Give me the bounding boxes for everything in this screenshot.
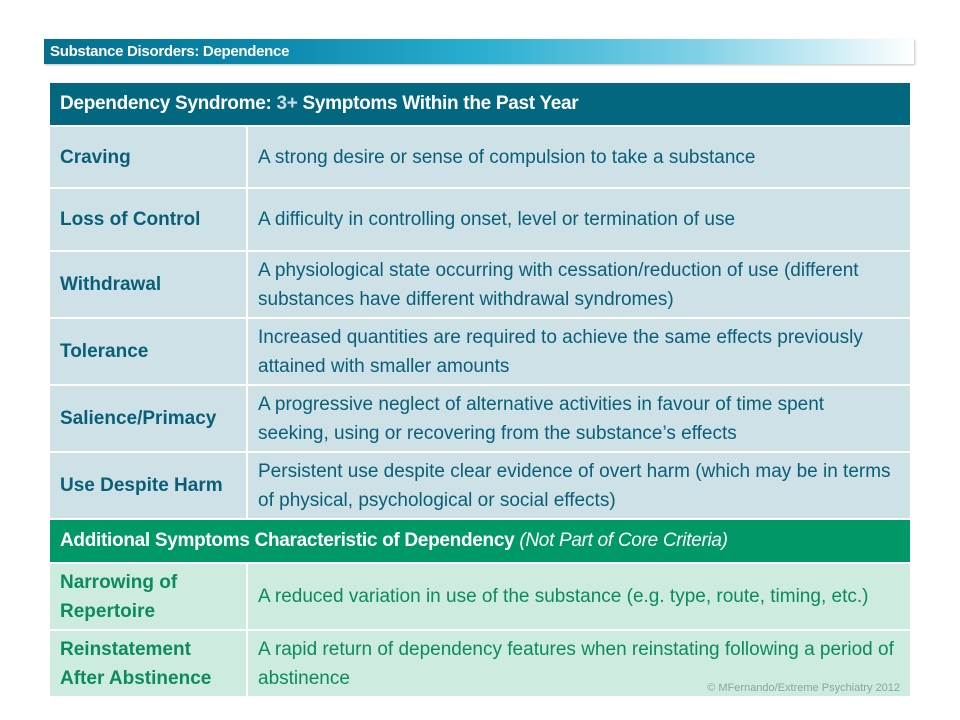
desc-cell: A strong desire or sense of compulsion to take a substance [247,126,911,188]
desc-cell: A rapid return of dependency features when reinstating following a period of abstinence [247,630,911,697]
copyright-notice: © MFernando/Extreme Psychiatry 2012 [707,682,900,694]
desc-cell: A difficulty in controlling onset, level or termination of use [247,188,911,251]
term-cell: Narrowing of Repertoire [49,563,247,630]
core-header-rest: Symptoms Within the Past Year [297,93,579,114]
term-cell: Tolerance [49,318,247,385]
additional-header-text: Additional Symptoms Characteristic of Dependency [60,530,520,551]
additional-header-row [49,519,911,563]
core-header-text: Dependency Syndrome: [60,93,277,114]
table-row [49,563,911,630]
additional-header-italic: (Not Part of Core Criteria) [519,530,728,551]
core-header-row [49,82,911,126]
dependency-table [48,81,912,698]
section-title-bar [44,39,914,64]
desc-cell: Increased quantities are required to achieve the same effects previously attained with smaller amounts [247,318,911,385]
term-cell: Craving [49,126,247,188]
term-cell: Loss of Control [49,188,247,251]
table-row [49,188,911,251]
term-cell: Use Despite Harm [49,452,247,519]
table-row [49,318,911,385]
desc-cell: A physiological state occurring with cessation/reduction of use (different substances have different withdrawal syndromes) [247,251,911,318]
table-row [49,251,911,318]
table-row [49,126,911,188]
additional-header [49,519,911,563]
term-cell: Reinstatement After Abstinence [49,630,247,697]
core-header-accent: 3+ [276,93,298,114]
desc-cell: A reduced variation in use of the substance (e.g. type, route, timing, etc.) [247,563,911,630]
section-title: Substance Disorders: Dependence [50,43,290,60]
term-cell: Withdrawal [49,251,247,318]
term-cell: Salience/Primacy [49,385,247,452]
core-header [49,82,911,126]
table-row [49,385,911,452]
desc-cell: A progressive neglect of alternative activities in favour of time spent seeking, using or recovering from the substance’s effects [247,385,911,452]
desc-cell: Persistent use despite clear evidence of overt harm (which may be in terms of physical, psychological or social effects) [247,452,911,519]
table-row [49,452,911,519]
